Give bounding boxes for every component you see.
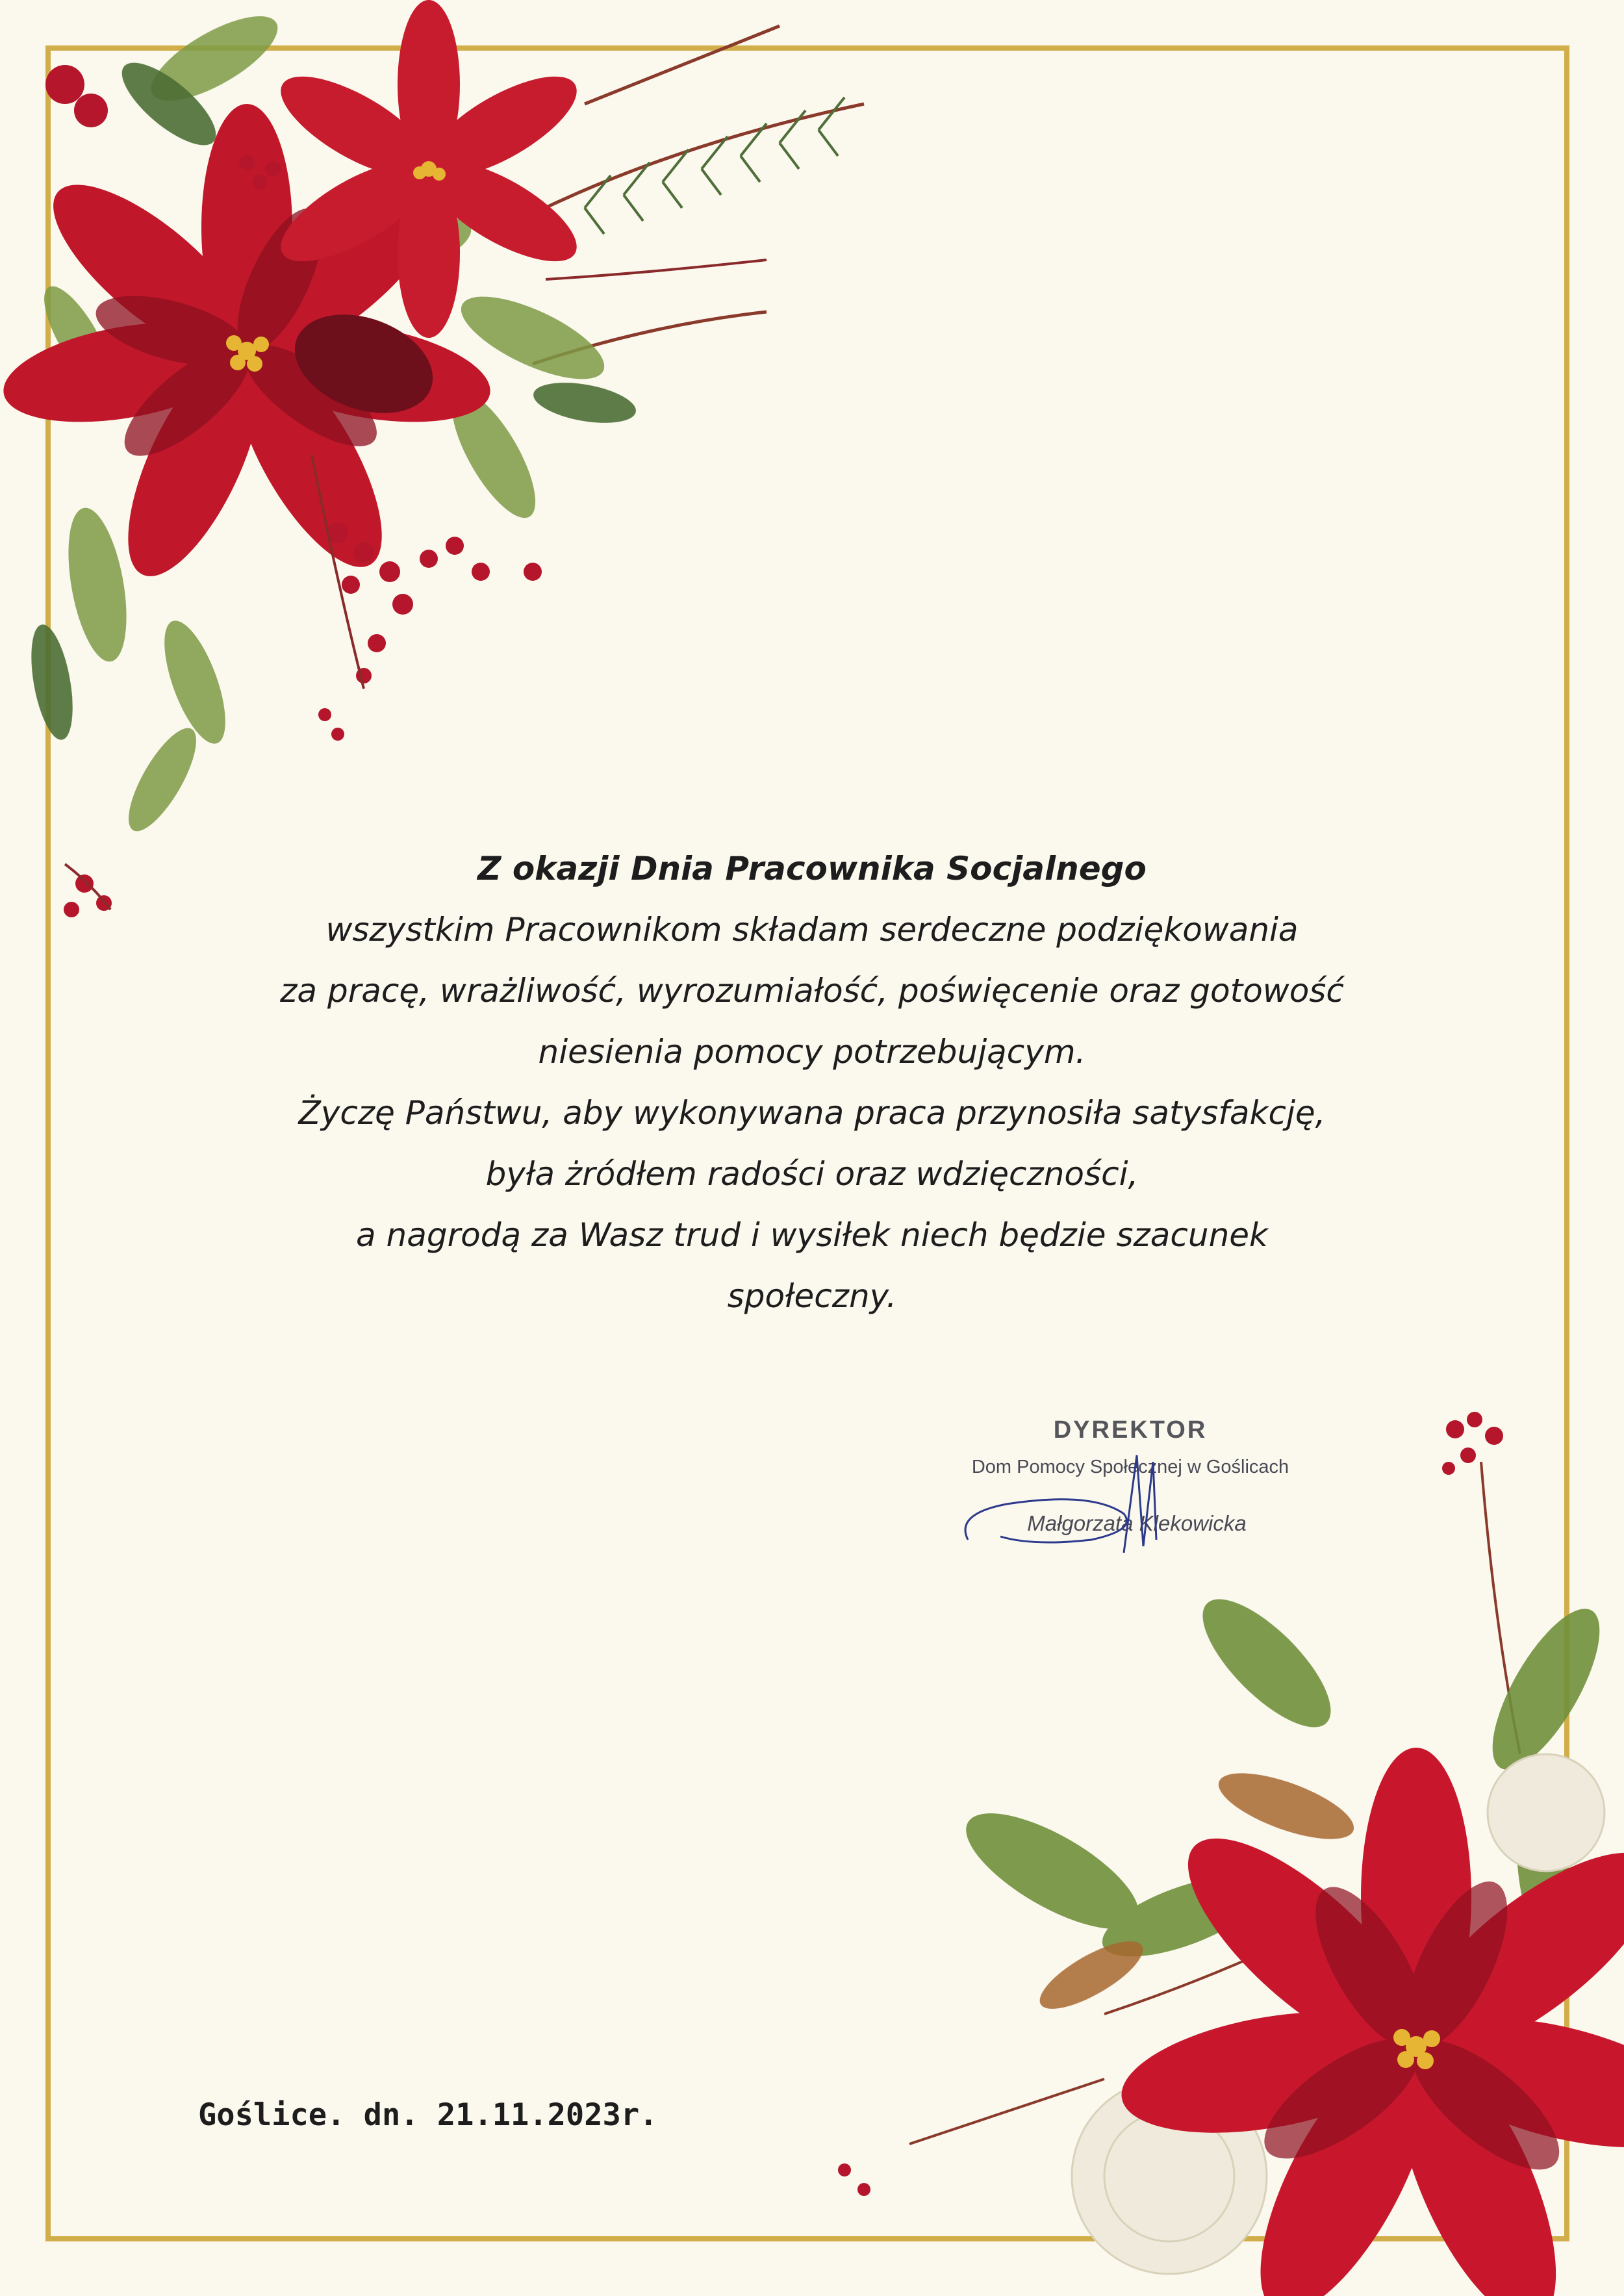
letter-line: niesienia pomocy potrzebującym. (538, 1033, 1086, 1071)
letter-line: wszystkim Pracownikom składam serdeczne podziękowania (325, 911, 1299, 949)
letter-body (130, 838, 1494, 1327)
stamp-name: Małgorzata Klekowicka (1027, 1511, 1247, 1535)
letter-line: Życzę Państwu, aby wykonywana praca przynosiła satysfakcję, (298, 1094, 1326, 1132)
letter-title: Z okazji Dnia Pracownika Socjalnego (477, 850, 1147, 887)
letter-line: była żródłem radości oraz wdzięczności, (485, 1155, 1139, 1193)
letter-line: za pracę, wrażliwość, wyrozumiałość, poświęcenie oraz gotowość (280, 972, 1344, 1010)
letter-line: a nagrodą za Wasz trud i wysiłek niech będzie szacunek (356, 1216, 1268, 1254)
place-date: Goślice. dn. 21.11.2023r. (198, 2097, 658, 2133)
director-stamp (929, 1416, 1332, 1572)
stamp-organization: Dom Pomocy Społecznej w Goślicach (971, 1457, 1289, 1477)
stamp-role: DYREKTOR (1053, 1416, 1208, 1444)
signature (929, 1416, 1332, 1572)
letter-line: społeczny. (727, 1277, 897, 1315)
